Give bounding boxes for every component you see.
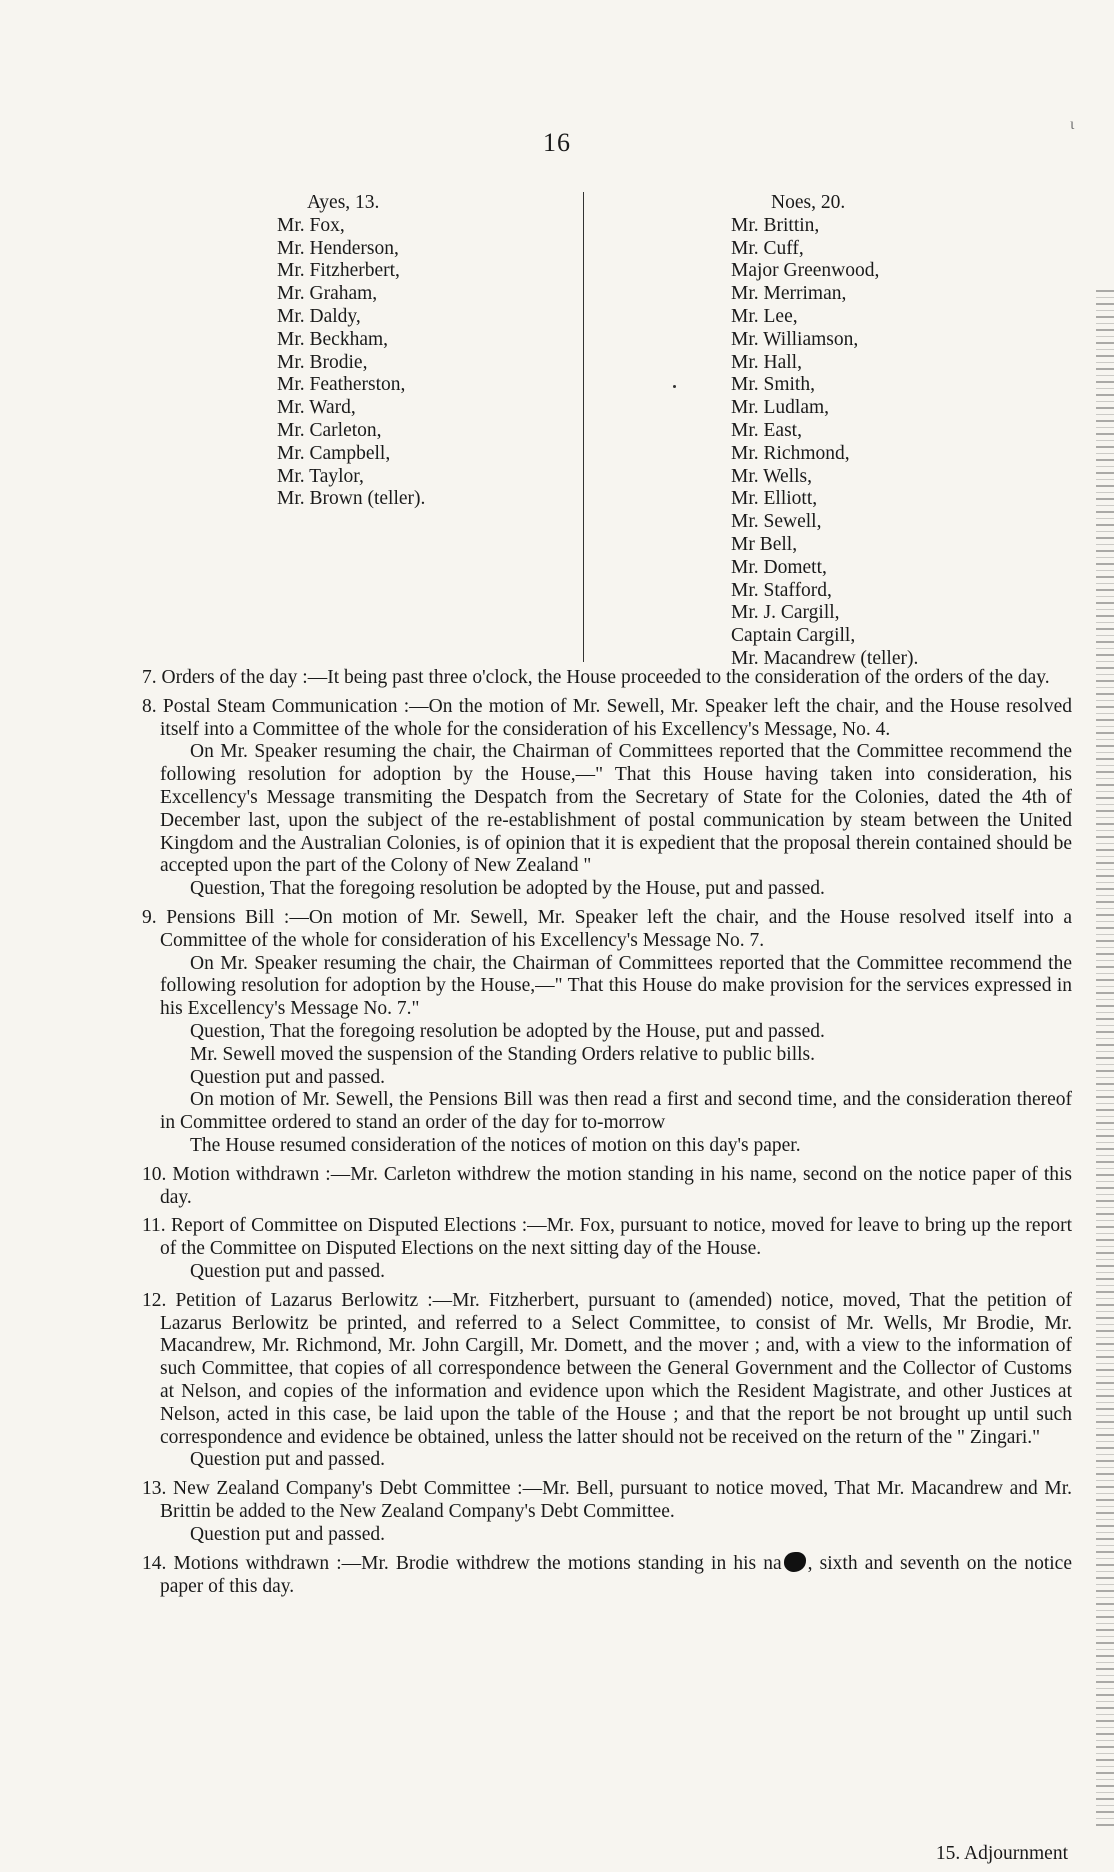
noes-member: Mr. Macandrew (teller). <box>731 647 919 669</box>
noes-column <box>731 192 1011 671</box>
ayes-member: Mr. Graham, <box>277 283 378 305</box>
ayes-member: Mr. Carleton, <box>277 419 382 441</box>
item-9-reading: On motion of Mr. Sewell, the Pensions Bill was then read a first and second time, and the consideration thereof in Committee ordered to stand an order of the day for to-morrow <box>160 1089 1072 1134</box>
ayes-member: Mr. Brodie, <box>277 351 368 373</box>
margin-mark: ɩ <box>1070 116 1075 133</box>
ayes-member: Mr. Henderson, <box>277 237 399 259</box>
item-9-resumed: The House resumed consideration of the notices of motion on this day's paper. <box>190 1134 801 1156</box>
item-14-text <box>142 1552 1072 1599</box>
ayes-member: Mr. Brown (teller). <box>277 488 426 510</box>
item-11 <box>142 1215 1072 1283</box>
item-12-question: Question put and passed. <box>190 1449 385 1471</box>
ayes-member: Mr. Ward, <box>277 397 356 419</box>
item-11-question: Question put and passed. <box>190 1260 385 1282</box>
ayes-header: Ayes, 13. <box>307 192 380 213</box>
item-8-question: Question, That the foregoing resolution be adopted by the House, put and passed. <box>190 878 825 900</box>
item-8-report: On Mr. Speaker resuming the chair, the Chairman of Committees reported that the Committee recommend the following resolution for adoption by the House,—" That this House having taken into consideration, his Excellency's Message transmiting the Despatch from the Secretary of State for the Colonies, dated the 4th of December last, upon the subject of the re-establishment of postal communication by steam between the United Kingdom and the Australian Colonies, is of opinion that it is expedient that the proposal therein contained should be accepted upon the part of the Colony of New Zealand " <box>160 741 1072 877</box>
noes-member: Mr. Hall, <box>731 351 802 373</box>
noes-member: Mr. Stafford, <box>731 579 832 601</box>
ayes-list <box>277 215 477 511</box>
ink-speck <box>673 385 676 388</box>
item-10-text: 10. Motion withdrawn :—Mr. Carleton withdrew the motion standing in his name, second on the notice paper of this day. <box>142 1163 1072 1208</box>
item-9 <box>142 907 1072 1158</box>
item-10 <box>142 1164 1072 1210</box>
noes-member: Mr. J. Cargill, <box>731 602 840 624</box>
item-14-text-end: , sixth and seventh on the notice paper of this day. <box>160 1553 1072 1598</box>
ayes-member: Mr. Featherston, <box>277 374 406 396</box>
ayes-member: Mr. Daldy, <box>277 305 361 327</box>
ayes-member: Mr. Fox, <box>277 214 345 236</box>
ayes-member: Mr. Beckham, <box>277 328 389 350</box>
item-13-question: Question put and passed. <box>190 1523 385 1545</box>
proceedings-text <box>142 667 1072 1605</box>
ayes-column <box>277 192 477 511</box>
item-7-text: 7. Orders of the day :—It being past three o'clock, the House proceeded to the consideration of the orders of the day. <box>142 667 1050 688</box>
item-11-text: 11. Report of Committee on Disputed Elections :—Mr. Fox, pursuant to notice, moved for leave to bring up the report of the Committee on Disputed Elections on the next sitting day of the House. <box>142 1215 1072 1260</box>
noes-member: Mr. Domett, <box>731 556 827 578</box>
noes-member: Mr. Smith, <box>731 374 815 396</box>
item-9-motion: Mr. Sewell moved the suspension of the Standing Orders relative to public bills. <box>190 1043 815 1065</box>
noes-member: Mr. Cuff, <box>731 237 804 259</box>
noes-member: Mr. Ludlam, <box>731 397 830 419</box>
scan-edge-shadow <box>1096 290 1114 1830</box>
column-divider <box>583 192 584 662</box>
ayes-member: Mr. Fitzherbert, <box>277 260 400 282</box>
item-12-text: 12. Petition of Lazarus Berlowitz :—Mr. Fitzherbert, pursuant to (amended) notice, moved, That the petition of Lazarus Berlowitz be printed, and referred to a Select Committee, to consist of Mr. Wells, Mr Brodie, Mr. Macandrew, Mr. Richmond, Mr. John Cargill, Mr. Domett, and the mover ; and, with a view to the information of such Committee, that copies of all correspondence between the General Government and the Collector of Customs at Nelson, and copies of the information and evidence upon which the Resident Magistrate, and other Justices at Nelson, acted in this case, be laid upon the table of the House ; and that the report be not brought up until such correspondence and evidence be obtained, unless the latter should not be received on the return of the " Zingari." <box>142 1289 1072 1448</box>
ayes-member: Mr. Taylor, <box>277 465 364 487</box>
item-14 <box>142 1552 1072 1599</box>
item-14-text-start: 14. Motions withdrawn :—Mr. Brodie withdrew the motions standing in his na <box>142 1553 782 1575</box>
item-9-question-2: Question put and passed. <box>190 1066 385 1088</box>
noes-member: Major Greenwood, <box>731 260 880 282</box>
ayes-member: Mr. Campbell, <box>277 442 391 464</box>
noes-member: Mr. Brittin, <box>731 214 820 236</box>
item-8 <box>142 696 1072 901</box>
item-12 <box>142 1290 1072 1472</box>
noes-member: Captain Cargill, <box>731 625 856 647</box>
noes-header: Noes, 20. <box>771 192 846 213</box>
noes-member: Mr. Sewell, <box>731 511 822 533</box>
noes-member: Mr. Lee, <box>731 305 798 327</box>
noes-member: Mr. Williamson, <box>731 328 859 350</box>
ink-blot-icon <box>784 1552 806 1572</box>
item-9-report: On Mr. Speaker resuming the chair, the Chairman of Committees reported that the Committee recommend the following resolution for adoption by the House,—" That this House do make provision for the services expressed in his Excellency's Message No. 7." <box>160 952 1072 1020</box>
noes-list <box>731 215 1011 671</box>
item-13-text: 13. New Zealand Company's Debt Committee :—Mr. Bell, pursuant to notice moved, That Mr. Macandrew and Mr. Brittin be added to the New Zealand Company's Debt Committee. <box>142 1478 1072 1522</box>
page-number: 16 <box>543 128 571 157</box>
noes-member: Mr. Elliott, <box>731 488 818 510</box>
noes-member: Mr. East, <box>731 419 802 441</box>
noes-member: Mr. Wells, <box>731 465 812 487</box>
noes-member: Mr Bell, <box>731 533 798 555</box>
item-7 <box>142 667 1072 690</box>
adjournment-catchword: 15. Adjournment <box>935 1843 1068 1864</box>
item-8-text: 8. Postal Steam Communication :—On the motion of Mr. Sewell, Mr. Speaker left the chair, and the House resolved itself into a Committee of the whole for the consideration of his Excellency's Message, No. 4. <box>142 695 1072 740</box>
item-9-text: 9. Pensions Bill :—On motion of Mr. Sewell, Mr. Speaker left the chair, and the House resolved itself into a Committee of the whole for consideration of his Excellency's Message No. 7. <box>142 906 1072 951</box>
noes-member: Mr. Merriman, <box>731 283 847 305</box>
item-13 <box>142 1478 1072 1546</box>
noes-member: Mr. Richmond, <box>731 442 850 464</box>
item-9-question: Question, That the foregoing resolution be adopted by the House, put and passed. <box>190 1020 825 1042</box>
